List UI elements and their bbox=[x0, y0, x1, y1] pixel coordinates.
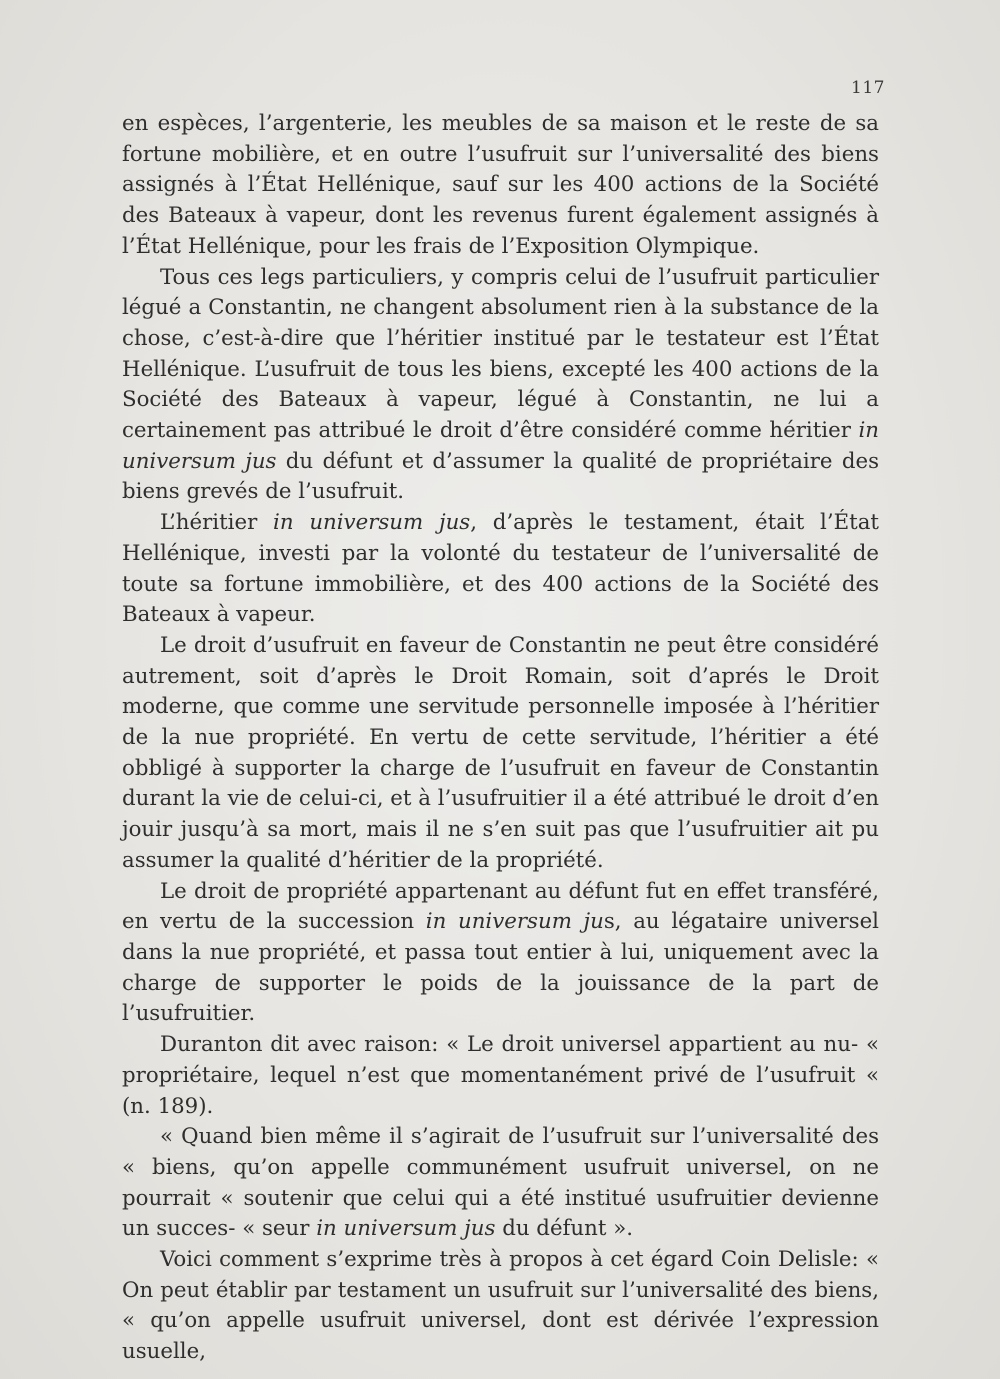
text-segment: Le droit de propriété appartenant au défunt fut en effet transféré, en vertu de la succession bbox=[122, 878, 879, 935]
paragraph-3 bbox=[122, 508, 879, 631]
italic-phrase: in universum ju bbox=[425, 909, 604, 935]
italic-phrase: in universum jus bbox=[316, 1216, 496, 1242]
paragraph-5 bbox=[122, 877, 879, 1031]
text-segment: , d’après le testament, était l’État Hellénique, investi par la volonté du testateur de l’universalité de toute sa fortune immobilière, et des 400 actions de la Société des Bateaux à vapeur. bbox=[122, 510, 879, 628]
paragraph-1 bbox=[122, 109, 879, 263]
paragraph-2 bbox=[122, 263, 879, 509]
page-number: 117 bbox=[851, 78, 885, 98]
text-segment: s, au légataire universel dans la nue propriété, et passa tout entier à lui, uniquement avec la charge de supporter le poids de la jouissance de la part de l’usufruitier. bbox=[122, 909, 879, 1027]
italic-phrase: in universum jus bbox=[273, 510, 471, 536]
text-segment: du défunt et d’assumer la qualité de propriétaire des biens grevés de l’usufruit. bbox=[122, 448, 880, 505]
italic-phrase: in universum jus bbox=[122, 418, 879, 474]
text-segment: « Quand bien même il s’agirait de l’usufruit sur l’universalité des « biens, qu’on appelle communément usufruit universel, on ne pourrait « soutenir que celui qui a été institué usufruitier devienne un succes- « seur bbox=[122, 1124, 879, 1242]
text-segment: Le droit d’usufruit en faveur de Constantin ne peut être considéré autrement, soit d’après le Droit Romain, soit d’aprés le Droit moderne, que comme une servitude personnelle imposée à l’héritier de la nue propriété. En vertu de cette servitude, l’héritier a été obbligé à supporter la charge de l’usufruit en faveur de Constantin durant la vie de celui-ci, et à l’usufruitier il a été attribué le droit d’en jouir jusqu’à sa mort, mais il ne s’en suit pas que l’usufruitier ait pu assumer la qualité d’héritier de la propriété. bbox=[122, 632, 879, 873]
body-text bbox=[122, 109, 879, 1368]
text-segment: Voici comment s’exprime très à propos à cet égard Coin Delisle: « On peut établir par testament un usufruit sur l’universalité des biens, « qu’on appelle usufruit universel, dont est dérivée l’expression usuelle, bbox=[122, 1247, 879, 1365]
text-segment: L’héritier bbox=[160, 510, 274, 536]
text-segment: Duranton dit avec raison: « Le droit universel appartient au nu- « propriétaire, lequel n’est que momentanément privé de l’usufruit « (n. 189). bbox=[122, 1032, 879, 1119]
paragraph-8 bbox=[122, 1245, 879, 1368]
paragraph-4 bbox=[122, 631, 879, 877]
paragraph-6 bbox=[122, 1030, 879, 1122]
paragraph-7 bbox=[122, 1122, 879, 1245]
text-segment: Tous ces legs particuliers, y compris celui de l’usufruit particulier légué a Constantin, ne changent absolument rien à la substance de la chose, c’est-à-dire que l’héritier institué par le testateur est l’État Hellénique. L’usufruit de tous les biens, excepté les 400 actions de la Société des Bateaux à vapeur, légué à Constantin, ne lui a certainement pas attribué le droit d’être considéré comme héritier bbox=[122, 264, 879, 444]
text-segment: en espèces, l’argenterie, les meubles de sa maison et le reste de sa fortune mobilière, et en outre l’usufruit sur l’universalité des biens assignés à l’État Hellénique, sauf sur les 400 actions de la Société des Bateaux à vapeur, dont les revenus furent également assignés à l’État Hellénique, pour les frais de l’Exposition Olympique. bbox=[122, 111, 879, 259]
text-segment: du défunt ». bbox=[495, 1216, 633, 1242]
